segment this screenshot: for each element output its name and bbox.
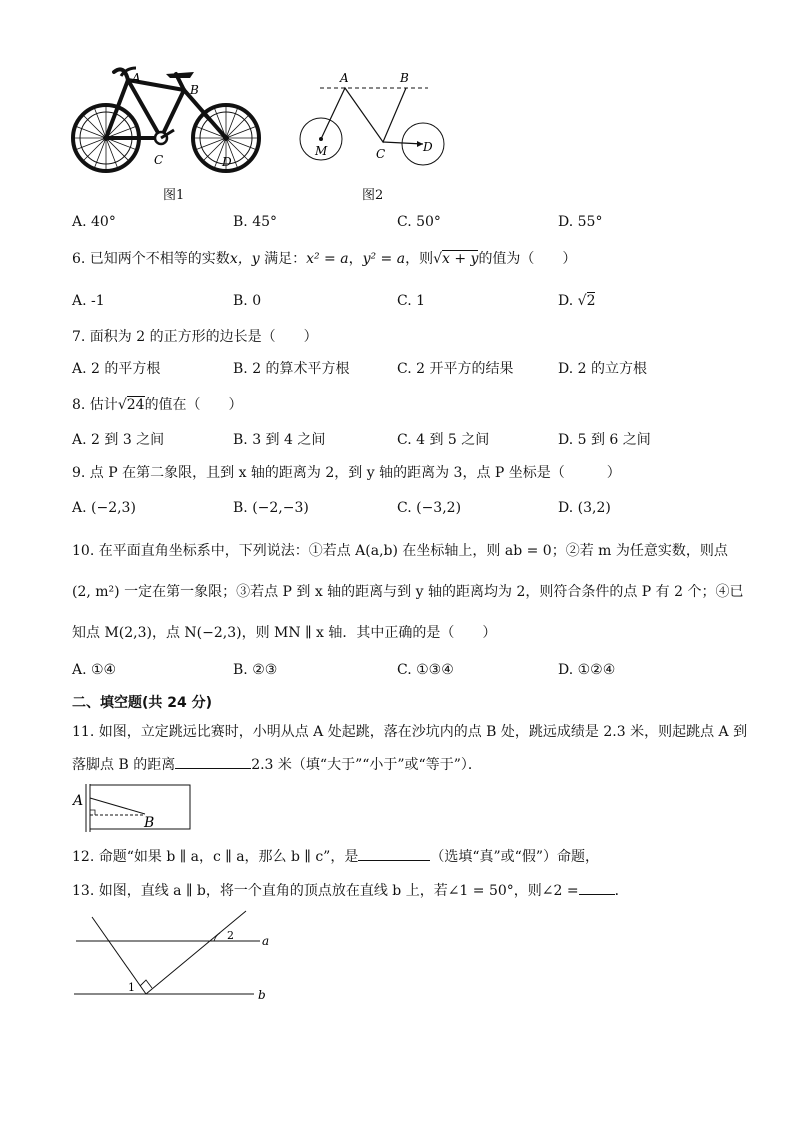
q13-label-b: b <box>258 988 266 1002</box>
saddle <box>166 72 194 78</box>
sqrt-sign-icon: √ <box>577 293 587 309</box>
fig2-label-a: A <box>340 71 349 85</box>
q7-option-b[interactable]: B. 2 的算术平方根 <box>233 361 350 377</box>
q5-option-d[interactable]: D. 55° <box>558 214 603 230</box>
q11-label-b: B <box>144 815 155 831</box>
q10-line2: (2, m²) 一定在第一象限；③若点 P 到 x 轴的距离与到 y 轴的距离均为 2，则符合条件的点 P 有 2 个；④已 <box>72 584 744 600</box>
q9-option-d[interactable]: D. (3,2) <box>558 500 611 516</box>
bike-frame <box>106 69 226 138</box>
q13-label-a: a <box>262 934 270 948</box>
q11-answer-blank[interactable] <box>175 754 251 769</box>
q7-option-d[interactable]: D. 2 的立方根 <box>558 361 647 377</box>
q9-option-a[interactable]: A. (−2,3) <box>72 500 136 516</box>
bike-label-c: C <box>154 153 164 167</box>
q7-option-a[interactable]: A. 2 的平方根 <box>72 361 161 377</box>
q6-stem: 6. 已知两个不相等的实数x，y 满足：x² = a，y² = a，则√x + y的值为（ ） <box>72 251 577 267</box>
q6-option-c[interactable]: C. 1 <box>397 293 426 309</box>
sqrt-sign-icon: √ <box>117 397 127 413</box>
bike-label-b: B <box>190 83 199 97</box>
sqrt-sign-icon: √ <box>433 251 442 267</box>
q10-option-d[interactable]: D. ①②④ <box>558 662 616 678</box>
fig2-diagram <box>298 66 448 176</box>
q13-label-2: 2 <box>227 929 234 942</box>
q10-option-a[interactable]: A. ①④ <box>72 662 117 678</box>
q10-option-b[interactable]: B. ②③ <box>233 662 278 678</box>
q12-answer-blank[interactable] <box>358 846 430 861</box>
q11-label-a: A <box>73 793 84 809</box>
q5-option-c[interactable]: C. 50° <box>397 214 441 230</box>
section-heading: 二、填空题(共 24 分) <box>72 695 213 711</box>
q7-stem: 7. 面积为 2 的正方形的边长是（ ） <box>72 329 318 345</box>
q7-option-c[interactable]: C. 2 开平方的结果 <box>397 361 514 377</box>
q13-stem: 13. 如图，直线 a ∥ b，将一个直角的顶点放在直线 b 上，若∠1 = 50°，则∠2 = ． <box>72 880 629 901</box>
fig2-caption: 图2 <box>362 188 384 203</box>
fig2-label-m: M <box>315 144 328 158</box>
fig2-label-c: C <box>376 147 386 161</box>
q5-option-a[interactable]: A. 40° <box>72 214 116 230</box>
q8-option-b[interactable]: B. 3 到 4 之间 <box>233 432 326 448</box>
q9-option-c[interactable]: C. (−3,2) <box>397 500 462 516</box>
q6-option-a[interactable]: A. -1 <box>72 293 105 309</box>
q13-answer-blank[interactable] <box>579 880 615 895</box>
q5-option-b[interactable]: B. 45° <box>233 214 278 230</box>
q13-label-1: 1 <box>128 981 135 994</box>
q8-option-d[interactable]: D. 5 到 6 之间 <box>558 432 651 448</box>
fig1-caption: 图1 <box>163 188 185 203</box>
q8-option-c[interactable]: C. 4 到 5 之间 <box>397 432 490 448</box>
q8-option-a[interactable]: A. 2 到 3 之间 <box>72 432 165 448</box>
q10-line1: 10. 在平面直角坐标系中，下列说法：①若点 A(a,b) 在坐标轴上，则 ab = 0；②若 m 为任意实数，则点 <box>72 543 728 559</box>
q8-stem: 8. 估计√24的值在（ ） <box>72 397 243 413</box>
q9-option-b[interactable]: B. (−2,−3) <box>233 500 309 516</box>
bike-label-d: D <box>222 155 232 169</box>
q11-line2: 落脚点 B 的距离 2.3 米（填“大于”“小于”或“等于”）． <box>72 754 482 775</box>
q9-stem: 9. 点 P 在第二象限，且到 x 轴的距离为 2，到 y 轴的距离为 3，点 P 坐标是（ ） <box>72 465 621 481</box>
q6-option-b[interactable]: B. 0 <box>233 293 262 309</box>
q12-stem: 12. 命题“如果 b ∥ a，c ∥ a，那么 b ∥ c”，是 （选填“真”或“假”）命题， <box>72 846 599 867</box>
q11-line1: 11. 如图，立定跳远比赛时，小明从点 A 处起跳，落在沙坑内的点 B 处，跳远成绩是 2.3 米，则起跳点 A 到 <box>72 724 748 740</box>
fig2-label-b: B <box>400 71 409 85</box>
bicycle-figure <box>66 60 266 200</box>
q10-line3: 知点 M(2,3)，点 N(−2,3)，则 MN ∥ x 轴．其中正确的是（ ） <box>72 625 497 641</box>
q13-parallel-lines-figure <box>70 905 280 1005</box>
bike-label-a: A <box>132 71 141 85</box>
q10-option-c[interactable]: C. ①③④ <box>397 662 454 678</box>
q11-long-jump-figure <box>70 780 195 835</box>
q6-option-d[interactable]: D. √2 <box>558 293 596 309</box>
fig2-label-d: D <box>423 140 433 154</box>
